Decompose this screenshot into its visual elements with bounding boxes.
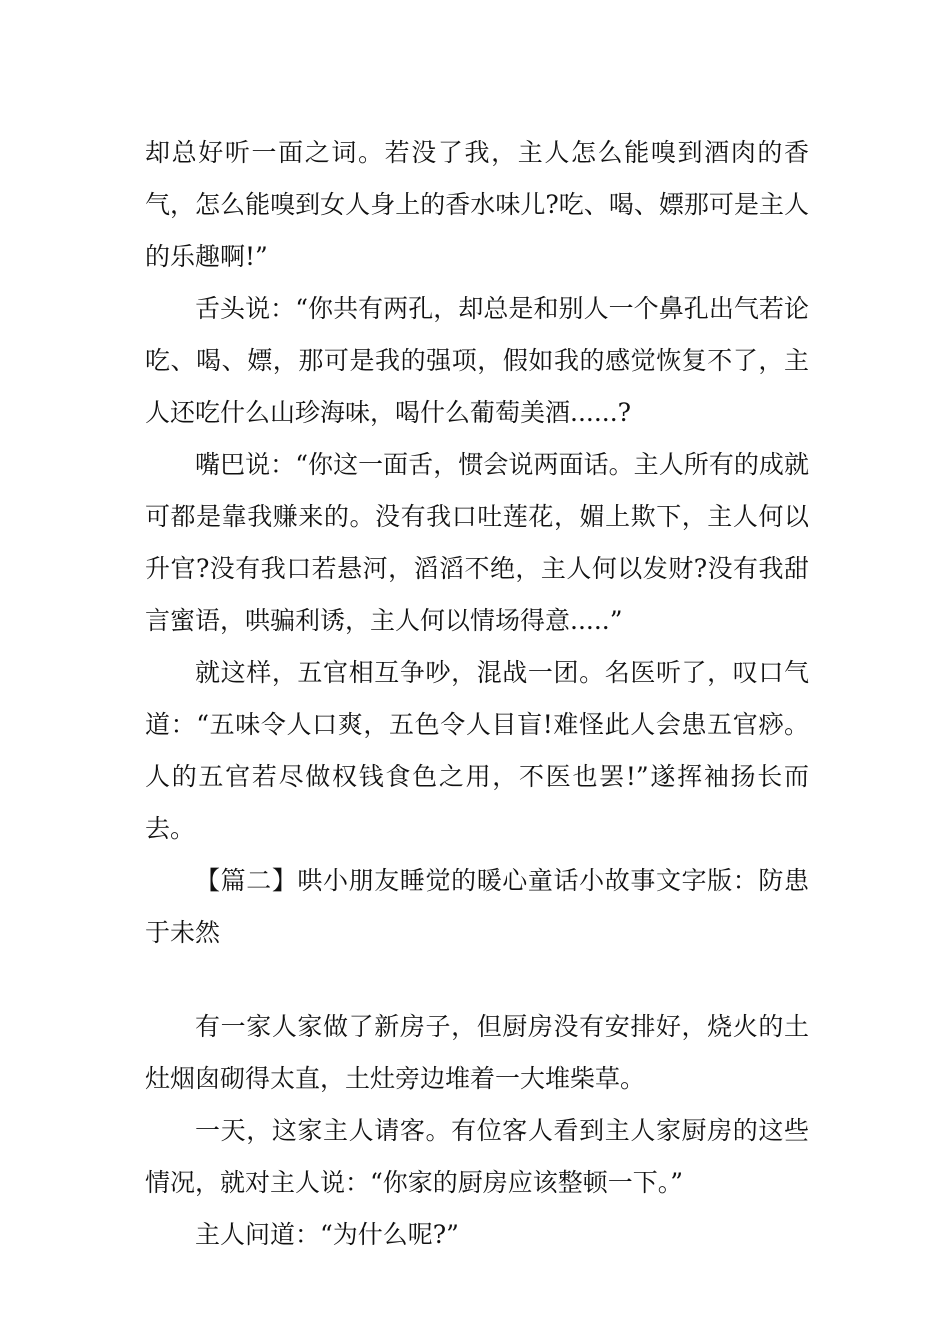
paragraph: 有一家人家做了新房子，但厨房没有安排好，烧火的土灶烟囱砌得太直，土灶旁边堆着一大堆柴草。 [145, 1012, 809, 1093]
section-heading: 【篇二】哄小朋友睡觉的暖心童话小故事文字版：防患于未然 [145, 866, 809, 947]
paragraph: 主人问道：“为什么呢?” [195, 1220, 459, 1249]
paragraph: 嘴巴说：“你这一面舌，惯会说两面话。主人所有的成就可都是靠我赚来的。没有我口吐莲花，媚上欺下，主人何以升官?没有我口若悬河，滔滔不绝，主人何以发财?没有我甜言蜜语，哄骗利诱，主人何以情场得意.....” [145, 450, 809, 635]
paragraph: 就这样，五官相互争吵，混战一团。名医听了，叹口气道：“五味令人口爽，五色令人目盲!难怪此人会患五官痧。人的五官若尽做权钱食色之用，不医也罢!”遂挥袖扬长而去。 [145, 658, 809, 843]
paragraph: 舌头说：“你共有两孔，却总是和别人一个鼻孔出气若论吃、喝、嫖，那可是我的强项，假如我的感觉恢复不了，主人还吃什么山珍海味，喝什么葡萄美酒......? [145, 294, 809, 427]
paragraph: 却总好听一面之词。若没了我，主人怎么能嗅到酒肉的香气，怎么能嗅到女人身上的香水味儿?吃、喝、嫖那可是主人的乐趣啊!” [145, 138, 809, 271]
paragraph: 一天，这家主人请客。有位客人看到主人家厨房的这些情况，就对主人说：“你家的厨房应该整顿一下。” [145, 1116, 809, 1197]
